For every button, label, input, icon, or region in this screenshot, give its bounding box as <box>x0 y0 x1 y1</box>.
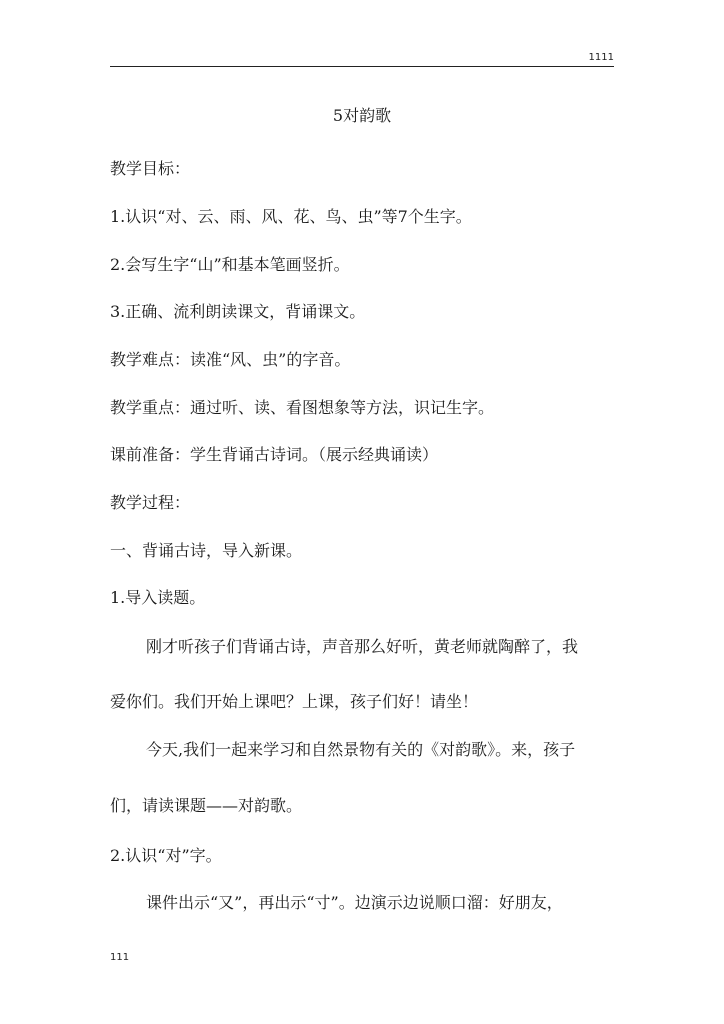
objective-item-3: 3.正确、流利朗读课文，背诵课文。 <box>110 302 366 321</box>
body-paragraph-line: 们，请读课题——对韵歌。 <box>110 796 303 815</box>
body-paragraph-line: 刚才听孩子们背诵古诗，声音那么好听，黄老师就陶醉了，我 <box>146 637 579 656</box>
key-points-paragraph: 教学重点：通过听、读、看图想象等方法，识记生字。 <box>110 398 495 417</box>
objective-item-2: 2.会写生字“山”和基本笔画竖折。 <box>110 255 350 274</box>
body-paragraph-line: 今天,我们一起来学习和自然景物有关的《对韵歌》。来，孩子 <box>146 740 576 759</box>
section-heading-objectives: 教学目标： <box>110 159 191 178</box>
header-page-code: 1111 <box>588 52 614 63</box>
objective-item-1: 1.认识“对、云、雨、风、花、鸟、虫”等7个生字。 <box>110 207 472 226</box>
substep-2-heading: 2.认识“对”字。 <box>110 846 222 865</box>
process-step-1: 一、背诵古诗，导入新课。 <box>110 541 303 560</box>
document-title: 5对韵歌 <box>332 106 392 125</box>
body-paragraph-line: 爱你们。我们开始上课吧？上课，孩子们好！请坐！ <box>110 692 479 711</box>
preparation-paragraph: 课前准备：学生背诵古诗词。（展示经典诵读） <box>110 445 439 464</box>
difficulty-paragraph: 教学难点：读准“风、虫”的字音。 <box>110 350 351 369</box>
section-heading-process: 教学过程： <box>110 493 191 512</box>
body-paragraph-line: 课件出示“又”，再出示“寸”。边演示边说顺口溜：好朋友， <box>146 893 563 912</box>
footer-page-code: 111 <box>110 952 130 963</box>
substep-1-heading: 1.导入读题。 <box>110 588 206 607</box>
header-rule <box>110 66 614 67</box>
